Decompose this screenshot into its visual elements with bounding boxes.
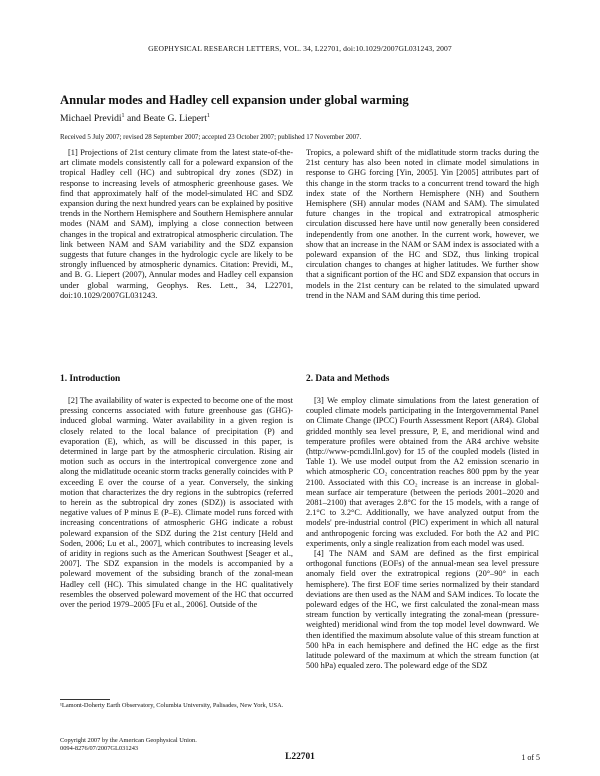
copyright-line: Copyright 2007 by the American Geophysical Union. [60,737,197,744]
abstract-right-column [306,148,539,368]
article-title: Annular modes and Hadley cell expansion under global warming [60,93,409,107]
author-conjunction: and [126,113,141,125]
abstract-continuation: Tropics, a poleward shift of the midlatitude storm tracks during the 21st century has also been noted in climate model simulations in response to GHG forcing [Yin, 2005]. Yin [2005] attributes part of this change in the storm tracks to a concurrent trend toward the high index state of the Northern Hemisphere (NH) and Southern Hemisphere (SH) annular modes (NAM and SAM). The simulated future changes in the tropical and extratropical atmospheric circulation discussed here have until now generally been considered independently from one another. In the current work, however, we show that an increase in the NAM or SAM index is associated with a poleward expansion of the HC and SDZ, thus linking tropical circulation changes to changes at higher latitudes. We further show that a significant portion of the HC and SDZ expansion that occurs in models in the 21st century can be related to the simulated upward trend in the NAM and SAM during this time period. [306,148,539,300]
section-heading-data-methods: 2. Data and Methods [306,374,390,384]
methods-paragraph: [4] The NAM and SAM are defined as the first empirical orthogonal functions (EOFs) of the annual-mean sea level pressure anomaly field over the extratropical regions (20°–90° in each hemisphere). The first EOF time series normalized by their standard deviations are then used as the NAM and SAM indices. To locate the poleward edges of the HC, we first calculated the zonal-mean mass stream function by vertically integrating the zonal-mean (pressure-weighted) meridional wind from the top model level downward. We then identified the maximum absolute value of this stream function at 500 hPa in each hemisphere and defined the HC edge as the first latitude poleward of the maximum at which the stream function (at 500 hPa) equaled zero. The poleward edge of the SDZ [306,549,539,671]
issn-line: 0094-8276/07/2007GL031243 [60,745,139,753]
article-id: L22701 [285,752,315,762]
abstract-left-column [60,148,293,368]
running-head: GEOPHYSICAL RESEARCH LETTERS, VOL. 34, L22701, doi:10.1029/2007GL031243, 2007 [148,44,452,53]
introduction-paragraph: [2] The availability of water is expected to become one of the most pressing concerns associated with future greenhouse gas (GHG)-induced global warming. Water availability in a given region is closely related to the local balance of precipitation (P) and evaporation (E), which, as will be discussed in this paper, is determined in large part by the atmospheric circulation. Rising air motion such as occurs in the intertropical convergence zone and along the midlatitude oceanic storm tracks generally coincides with P exceeding E over the course of a year. Conversely, the sinking motion that characterizes the dry regions in the subtropics (referred to herein as the subtropical dry zones (SDZ)) is associated with negative values of P minus E (P–E). Climate model runs forced with increasing concentrations of atmospheric GHG indicate a robust poleward expansion of the SDZ during the 21st century [Held and Soden, 2006; Lu et al., 2007], which contributes to increasing levels of aridity in regions such as the American Southwest [Seager et al., 2007]. The SDZ expansion in the models is accompanied by a poleward movement of the subsiding branch of the zonal-mean Hadley cell (HC). This simulated change in the HC qualitatively resembles the observed poleward movement of the HC that occurred over the period 1979–2005 [Fu et al., 2006]. Outside of the [60,396,293,610]
page-number: 1 of 5 [521,753,540,762]
methods-column [306,396,539,736]
author-line [60,113,210,124]
affiliation-mark: 1 [206,113,210,119]
footnote-divider [60,699,110,700]
introduction-column [60,396,293,691]
methods-paragraph: [3] We employ climate simulations from the latest generation of coupled climate models participating in the Intergovernmental Panel on Climate Change (IPCC) Fourth Assessment Report (AR4). Global gridded monthly sea level pressure, P, E, and meridional wind and temperature profiles were obtained from the AR4 archive website (http://www-pcmdi.llnl.gov) for 15 of the coupled models (listed in Table 1). We use model output from the A2 emission scenario in which atmospheric CO₂ concentration reaches 800 ppm by the year 2100. Associated with this CO₂ increase is an increase in global-mean surface air temperature (between the periods 2001–2020 and 2081–2100) that averages 2.8°C for the 15 models, with a range of 2.1°C to 3.2°C. Additionally, we have analyzed output from the models' pre-industrial control (PIC) experiment in which all natural and anthropogenic forcing was excluded. For both the A2 and PIC experiments, only a single realization from each model was used. [306,396,539,548]
affiliation-footnote: ¹Lamont-Doherty Earth Observatory, Columbia University, Palisades, New York, USA. [60,702,284,709]
author-name: Michael Previdi [60,113,122,125]
publication-dates: Received 5 July 2007; revised 28 September 2007; accepted 23 October 2007; published 17 November 2007. [60,134,362,141]
author-name: Beate G. Liepert [143,113,207,125]
affiliation-mark: 1 [121,113,125,119]
abstract-paragraph: [1] Projections of 21st century climate from the latest state-of-the-art climate models consistently call for a poleward expansion of the tropical Hadley cell (HC) and subtropical dry zones (SDZ) in response to increasing levels of atmospheric greenhouse gases. We find that approximately half of the model-simulated HC and SDZ expansion during the next hundred years can be explained by positive trends in the Northern Hemisphere and Southern Hemisphere annular modes (NAM and SAM), implying a close connection between changes in the tropical and extratropical atmospheric circulation. The link between NAM and SAM variability and the SDZ expansion suggests that future changes in the hydrologic cycle are likely to be strongly influenced by atmospheric dynamics. Citation: Previdi, M., and B. G. Liepert (2007), Annular modes and Hadley cell expansion under global warming, Geophys. Res. Lett., 34, L22701, doi:10.1029/2007GL031243. [60,148,293,300]
section-heading-introduction: 1. Introduction [60,374,121,384]
